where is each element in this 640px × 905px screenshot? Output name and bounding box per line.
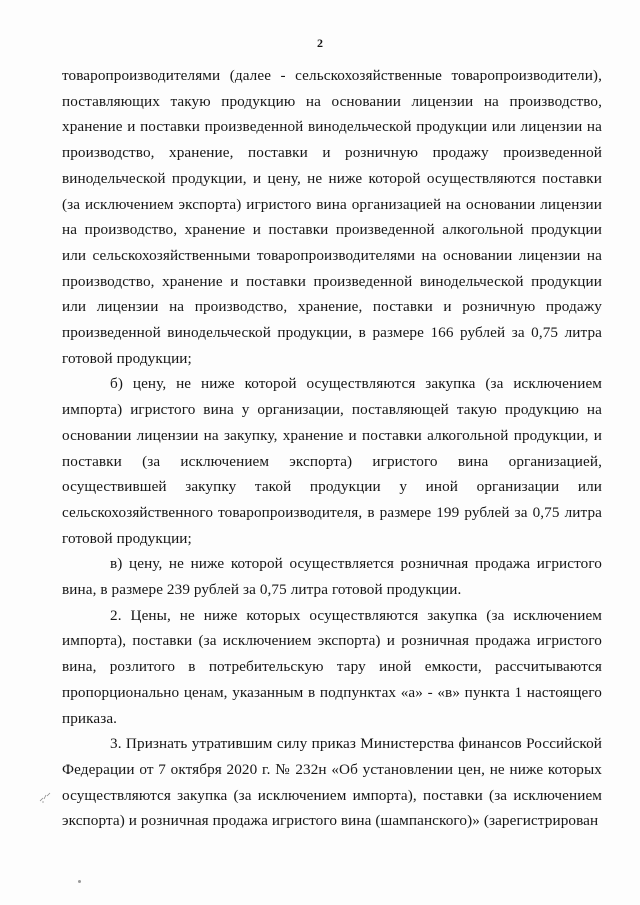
page-number: 2 <box>317 36 323 50</box>
paragraph-clause-3: 3. Признать утратившим силу приказ Министерства финансов Российской Федерации от 7 октября 2020 г. № 232н «Об установлении цен, не ниже которых осуществляются закупка (за исключением импорта), поставки (за исключением экспорта) и розничная продажа игристого вина (шампанского)» (зарегистрирован <box>62 735 602 830</box>
scan-artifact-dot <box>78 880 81 883</box>
paragraph-continuation: товаропроизводителями (далее - сельскохозяйственные товаропроизводители), поставляющих такую продукцию на основании лицензии на производство, хранение и поставки произведенной винодельческой продукции или лицензии на производство, хранение, поставки и розничную продажу произведенной винодельческой продукции, и цену, не ниже которой осуществляются поставки (за исключением экспорта) игристого вина организацией на основании лицензии на производство, хранение и поставки произведенной алкогольной продукции или сельскохозяйственными товаропроизводителями на основании лицензии на производство, хранение и поставки произведенной винодельческой продукции или лицензии на производство, хранение, поставки и розничную продажу произведенной винодельческой продукции, в размере 166 рублей за 0,75 литра готовой продукции; <box>62 67 602 367</box>
paragraph-item-b: б) цену, не ниже которой осуществляются закупка (за исключением импорта) игристого вина у организации, поставляющей такую продукцию на основании лицензии на закупку, хранение и поставки алкогольной продукции, и поставки (за исключением экспорта) игристого вина организацией, осуществившей закупку такой продукции у иной организации или сельскохозяйственного товаропроизводителя, в размере 199 рублей за 0,75 литра готовой продукции; <box>62 375 602 547</box>
paragraph-item-v: в) цену, не ниже которой осуществляется розничная продажа игристого вина, в размере 239 рублей за 0,75 литра готовой продукции. <box>62 555 602 599</box>
scan-artifact-mark <box>38 790 52 804</box>
document-body <box>62 63 602 834</box>
paragraph-clause-2: 2. Цены, не ниже которых осуществляются закупка (за исключением импорта), поставки (за исключением экспорта) и розничная продажа игристого вина, розлитого в потребительскую тару иной емкости, рассчитываются пропорционально ценам, указанным в подпунктах «а» - «в» пункта 1 настоящего приказа. <box>62 606 602 727</box>
